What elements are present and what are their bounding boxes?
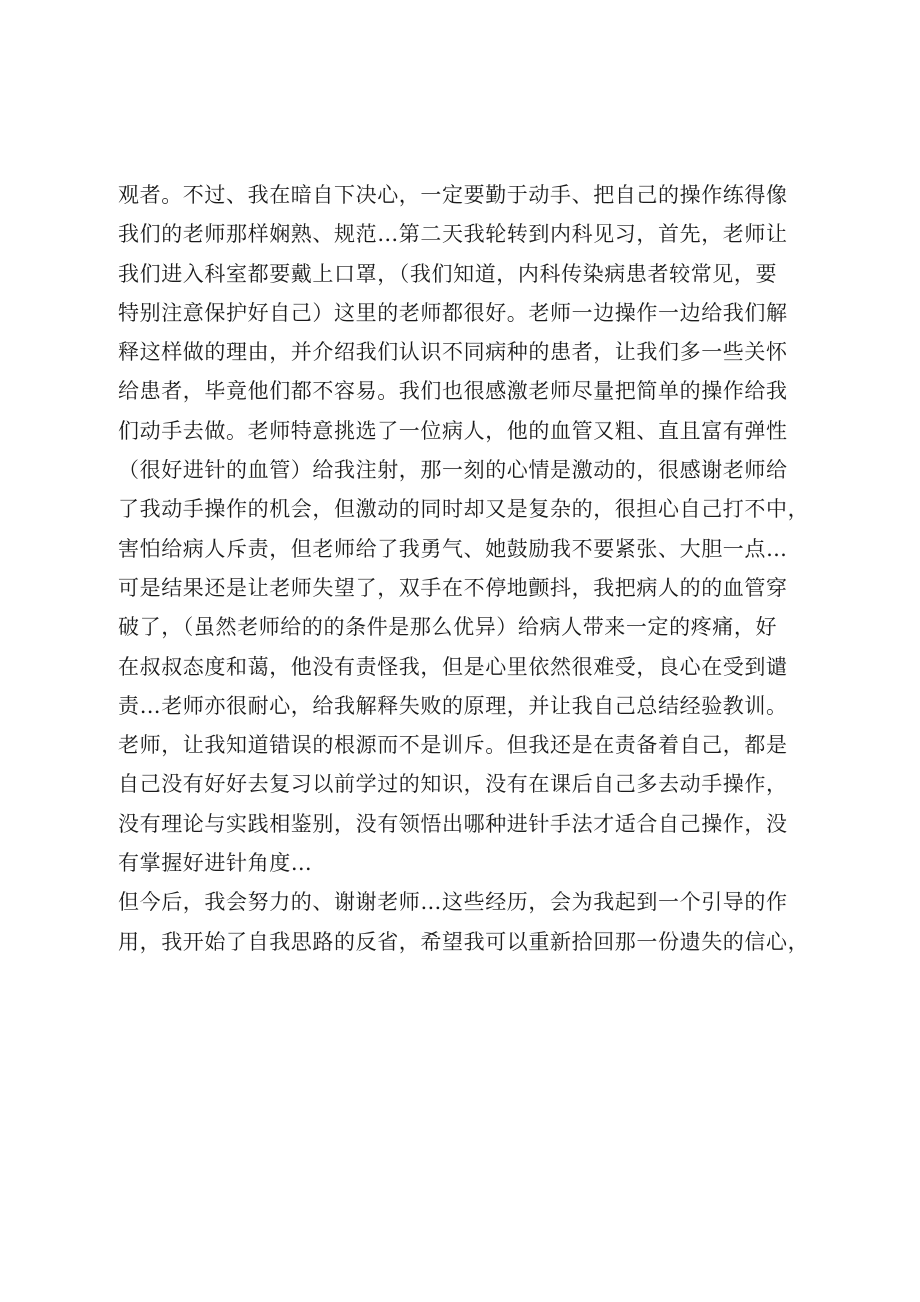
text-line: 我们进入科室都要戴上口罩，（我们知道，内科传染病患者较常见，要: [118, 261, 778, 286]
text-line: 特别注意保护好自己）这里的老师都很好。老师一边操作一边给我们解: [118, 300, 788, 325]
text-line: 我们的老师那样娴熟、规范…第二天我轮转到内科见习，首先，老师让: [118, 222, 788, 247]
paragraph-2: [118, 883, 830, 962]
text-line: 有掌握好进针角度…: [118, 851, 313, 876]
text-line: 害怕给病人斥责，但老师给了我勇气、她鼓励我不要紧张、大胆一点…: [118, 536, 788, 561]
text-line: 破了，（虽然老师给的的条件是那么优异）给病人带来一定的疼痛，好: [118, 615, 778, 640]
text-line: （很好进针的血管）给我注射，那一刻的心情是激动的，很感谢老师给: [118, 458, 788, 483]
text-line: 们动手去做。老师特意挑选了一位病人，他的血管又粗、直且富有弹性: [118, 418, 788, 443]
text-line: 没有理论与实践相鉴别，没有领悟出哪种进针手法才适合自己操作，没: [118, 811, 788, 836]
text-line: 但今后，我会努力的、谢谢老师…这些经历，会为我起到一个引导的作: [118, 890, 788, 915]
text-line: 给患者，毕竟他们都不容易。我们也很感激老师尽量把简单的操作给我: [118, 379, 788, 404]
text-line: 在叔叔态度和蔼，他没有责怪我，但是心里依然很难受，良心在受到谴: [118, 654, 788, 679]
text-line: 用，我开始了自我思路的反省，希望我可以重新拾回那一份遗失的信心，: [118, 929, 810, 954]
document-body: [118, 176, 830, 962]
text-line: 释这样做的理由，并介绍我们认识不同病种的患者，让我们多一些关怀: [118, 340, 788, 365]
text-line: 老师，让我知道错误的根源而不是训斥。但我还是在责备着自己，都是: [118, 733, 788, 758]
text-line: 观者。不过、我在暗自下决心，一定要勤于动手、把自己的操作练得像: [118, 183, 788, 207]
text-line: 自己没有好好去复习以前学过的知识，没有在课后自己多去动手操作，: [118, 772, 788, 797]
text-line: 责…老师亦很耐心，给我解释失败的原理，并让我自己总结经验教训。: [118, 693, 788, 718]
text-line: 可是结果还是让老师失望了，双手在不停地颤抖，我把病人的的血管穿: [118, 575, 788, 600]
paragraph-1: [118, 176, 830, 883]
text-line: 了我动手操作的机会，但激动的同时却又是复杂的，很担心自己打不中，: [118, 497, 810, 522]
